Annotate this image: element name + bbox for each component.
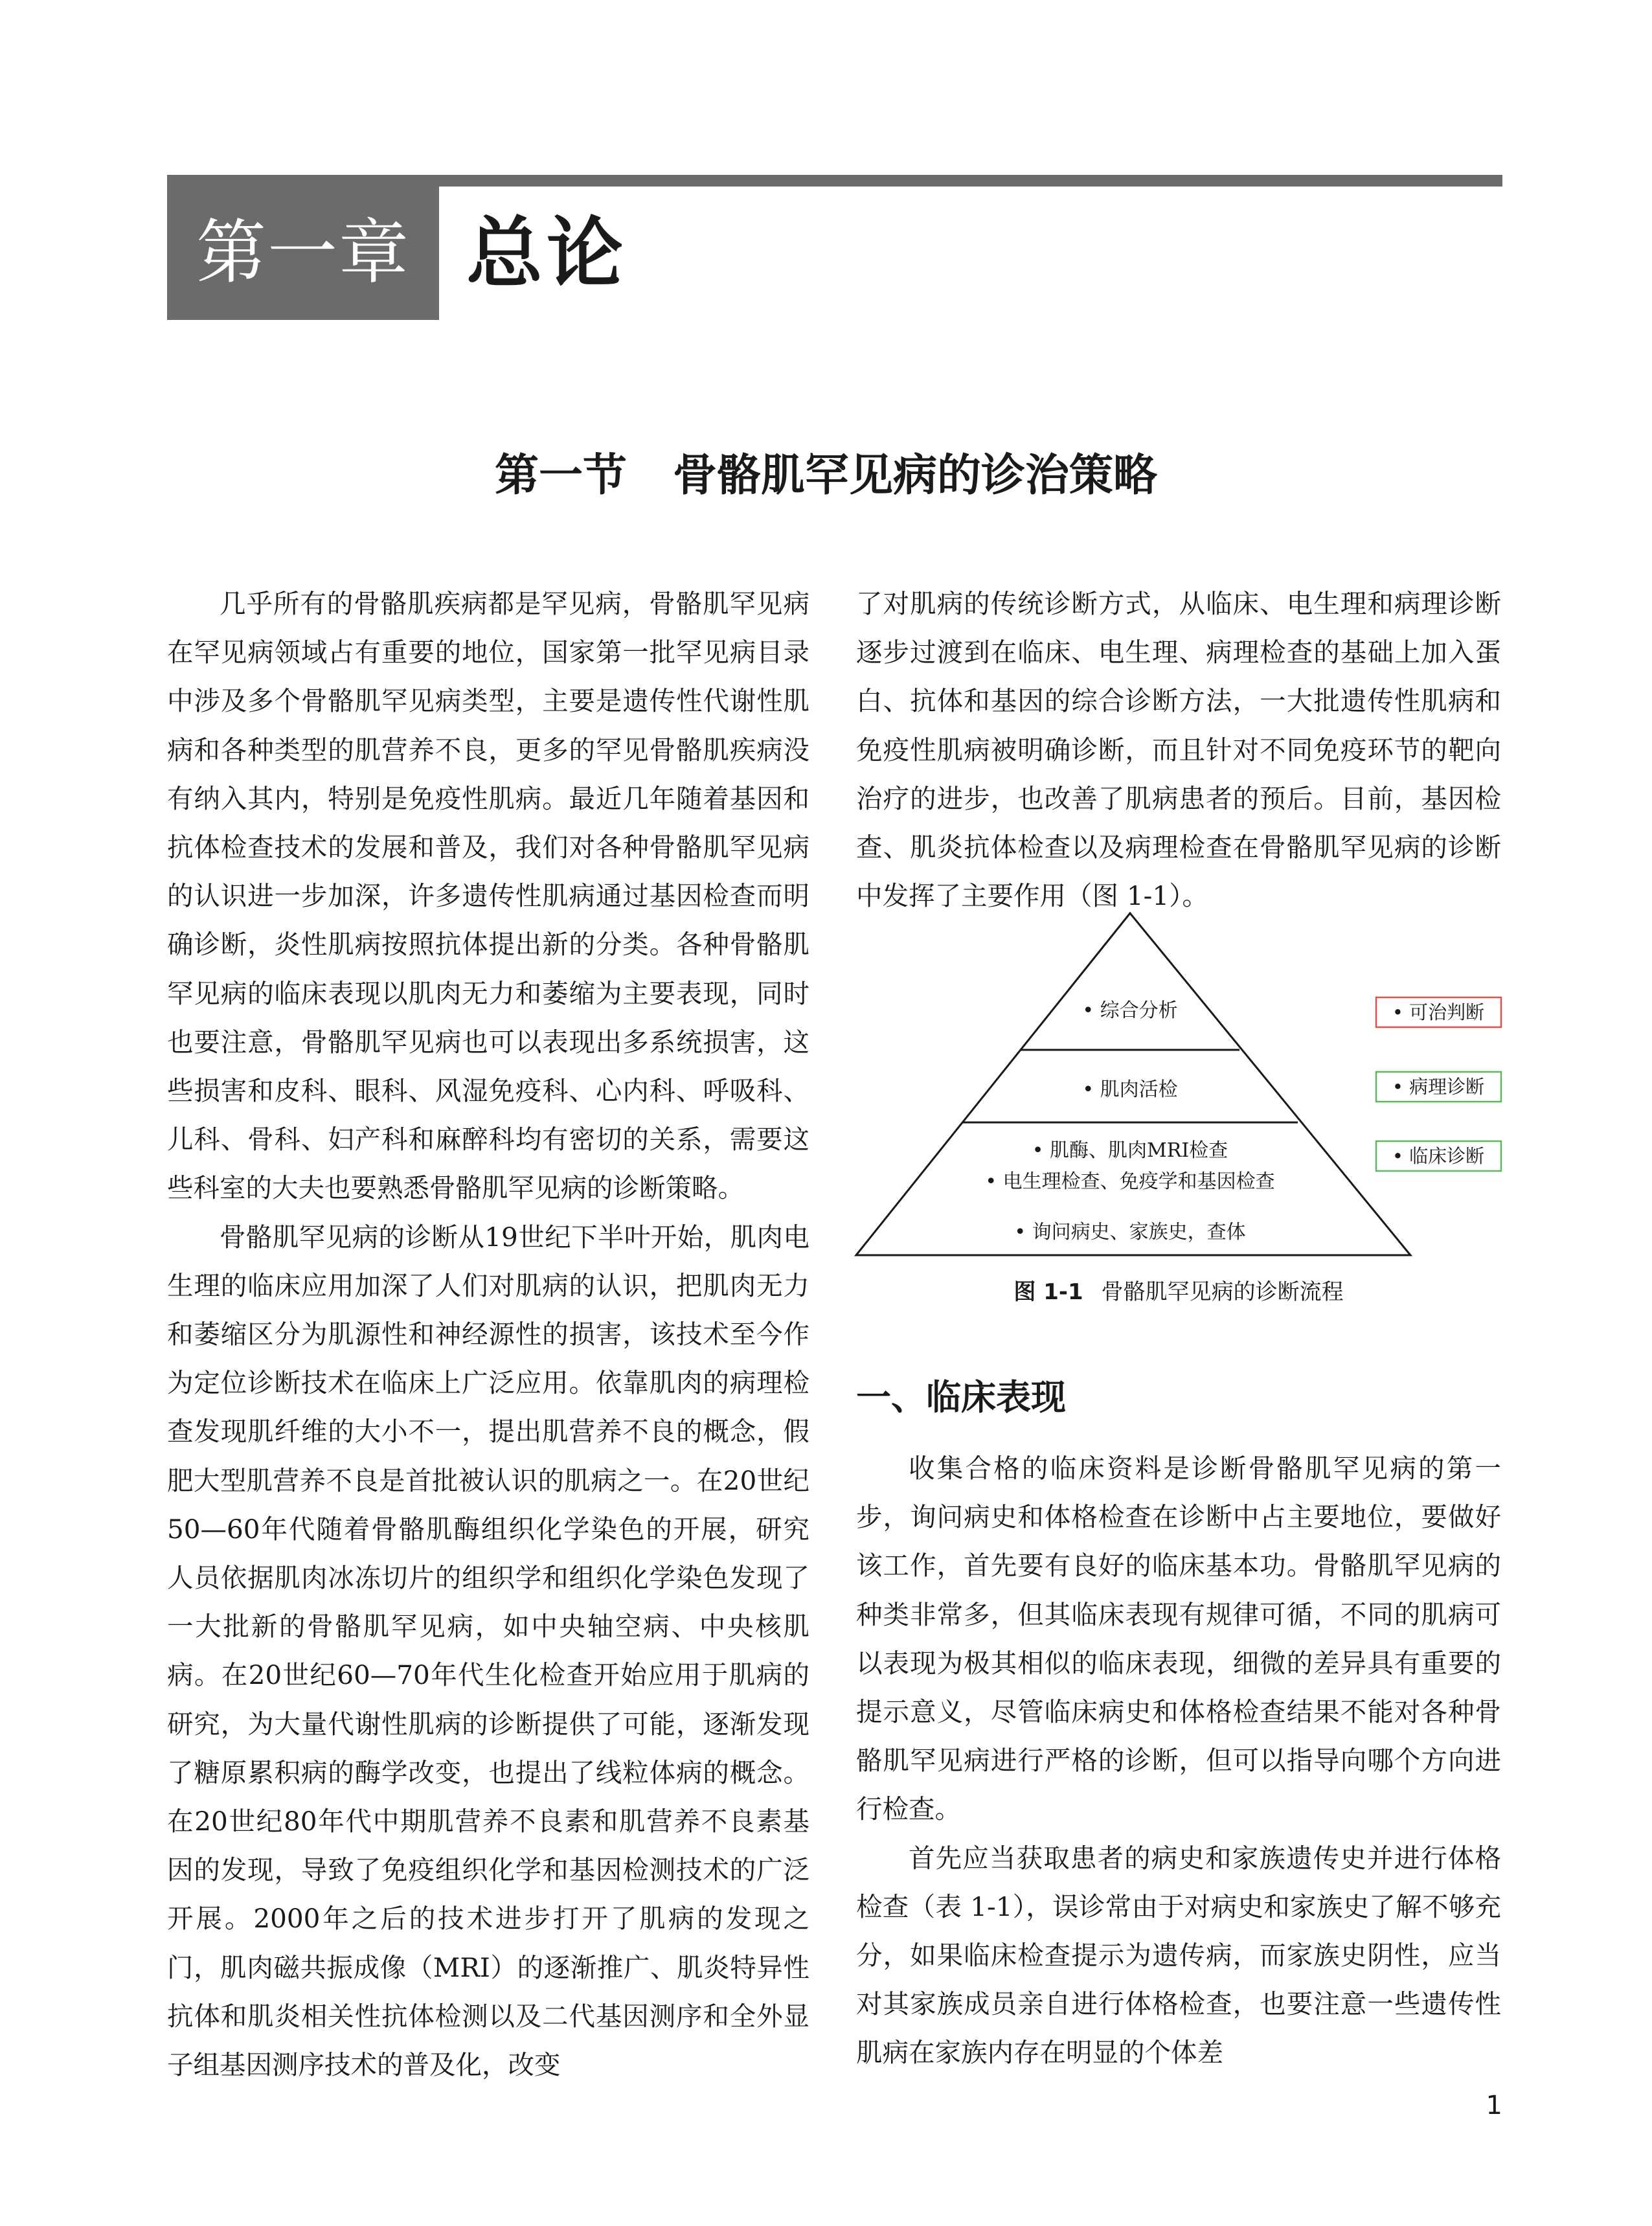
chapter-title: 总论 — [466, 208, 628, 298]
page-number: 1 — [1486, 2091, 1502, 2120]
side-label-pathology: • 病理诊断 — [1392, 1076, 1485, 1098]
paragraph: 收集合格的临床资料是诊断骨骼肌罕见病的第一步，询问病史和体格检查在诊断中占主要地位，要做好该工作，首先要有良好的临床基本功。骨骼肌罕见病的种类非常多，但其临床表现有规律可循，不同的肌病可以表现为极其相似的临床表现，细微的差异具有重要的提示意义，尽管临床病史和体格检查结果不能对各种骨骼肌罕见病进行严格的诊断，但可以指导向哪个方向进行检查。 — [856, 1453, 1501, 1825]
section-title: 第一节 骨骼肌罕见病的诊治策略 — [494, 450, 1158, 501]
level-lower-label-1: • 肌酶、肌肉MRI检查 — [1032, 1139, 1228, 1162]
level-base-label: • 询问病史、家族史，查体 — [1014, 1221, 1246, 1244]
pyramid-diagram — [842, 900, 1515, 1276]
chapter-top-rule — [167, 175, 1502, 187]
chapter-label: 第一章 — [167, 187, 439, 320]
left-column — [167, 580, 809, 2089]
paragraph: 几乎所有的骨骼肌疾病都是罕见病，骨骼肌罕见病在罕见病领域占有重要的地位，国家第一批罕见病目录中涉及多个骨骼肌罕见病类型，主要是遗传性代谢性肌病和各种类型的肌营养不良，更多的罕见骨骼肌疾病没有纳入其内，特别是免疫性肌病。最近几年随着基因和抗体检查技术的发展和普及，我们对各种骨骼肌罕见病的认识进一步加深，许多遗传性肌病通过基因检查而明确诊断，炎性肌病按照抗体提出新的分类。各种骨骼肌罕见病的临床表现以肌肉无力和萎缩为主要表现，同时也要注意，骨骼肌罕见病也可以表现出多系统损害，这些损害和皮科、眼科、风湿免疫科、心内科、呼吸科、儿科、骨科、妇产科和麻醉科均有密切的关系，需要这些科室的大夫也要熟悉骨骼肌罕见病的诊断策略。 — [167, 588, 809, 1204]
figure-caption-text: 骨骼肌罕见病的诊断流程 — [1101, 1279, 1344, 1305]
subsection-title: 一、临床表现 — [856, 1377, 1066, 1418]
level-middle-label: • 肌肉活检 — [1082, 1078, 1178, 1101]
side-label-clinical: • 临床诊断 — [1392, 1145, 1485, 1167]
paragraph: 首先应当获取患者的病史和家族遗传史并进行体格检查（表 1-1），误诊常由于对病史和家族史了解不够充分，如果临床检查提示为遗传病，而家族史阴性，应当对其家族成员亲自进行体格检查，也要注意一些遗传性肌病在家族内存在明显的个体差 — [856, 1842, 1501, 2069]
figure-caption — [842, 1276, 1515, 1308]
side-label-treatable: • 可治判断 — [1392, 1001, 1485, 1023]
paragraph: 骨骼肌罕见病的诊断从19世纪下半叶开始，肌肉电生理的临床应用加深了人们对肌病的认识，把肌肉无力和萎缩区分为肌源性和神经源性的损害，该技术至今作为定位诊断技术在临床上广泛应用。依靠肌肉的病理检查发现肌纤维的大小不一，提出肌营养不良的概念，假肥大型肌营养不良是首批被认识的肌病之一。在20世纪50—60年代随着骨骼肌酶组织化学染色的开展，研究人员依据肌肉冰冻切片的组织学和组织化学染色发现了一大批新的骨骼肌罕见病，如中央轴空病、中央核肌病。在20世纪60—70年代生化检查开始应用于肌病的研究，为大量代谢性肌病的诊断提供了可能，逐渐发现了糖原累积病的酶学改变，也提出了线粒体病的概念。在20世纪80年代中期肌营养不良素和肌营养不良素基因的发现，导致了免疫组织化学和基因检测技术的广泛开展。2000年之后的技术进步打开了肌病的发现之门，肌肉磁共振成像（MRI）的逐渐推广、肌炎特异性抗体和肌炎相关性抗体检测以及二代基因测序和全外显子组基因测序技术的普及化，改变 — [167, 1221, 809, 2081]
right-column-top — [856, 580, 1501, 920]
level-lower-label-2: • 电生理检查、免疫学和基因检查 — [985, 1170, 1275, 1193]
figure-1-1 — [842, 900, 1515, 1321]
figure-caption-number: 图 1-1 — [1013, 1279, 1083, 1305]
paragraph: 了对肌病的传统诊断方式，从临床、电生理和病理诊断逐步过渡到在临床、电生理、病理检查的基础上加入蛋白、抗体和基因的综合诊断方法，一大批遗传性肌病和免疫性肌病被明确诊断，而且针对不同免疫环节的靶向治疗的进步，也改善了肌病患者的预后。目前，基因检查、肌炎抗体检查以及病理检查在骨骼肌罕见病的诊断中发挥了主要作用（图 1-1）。 — [856, 588, 1501, 912]
right-column-bottom — [856, 1444, 1501, 2078]
level-top-label: • 综合分析 — [1082, 999, 1178, 1022]
